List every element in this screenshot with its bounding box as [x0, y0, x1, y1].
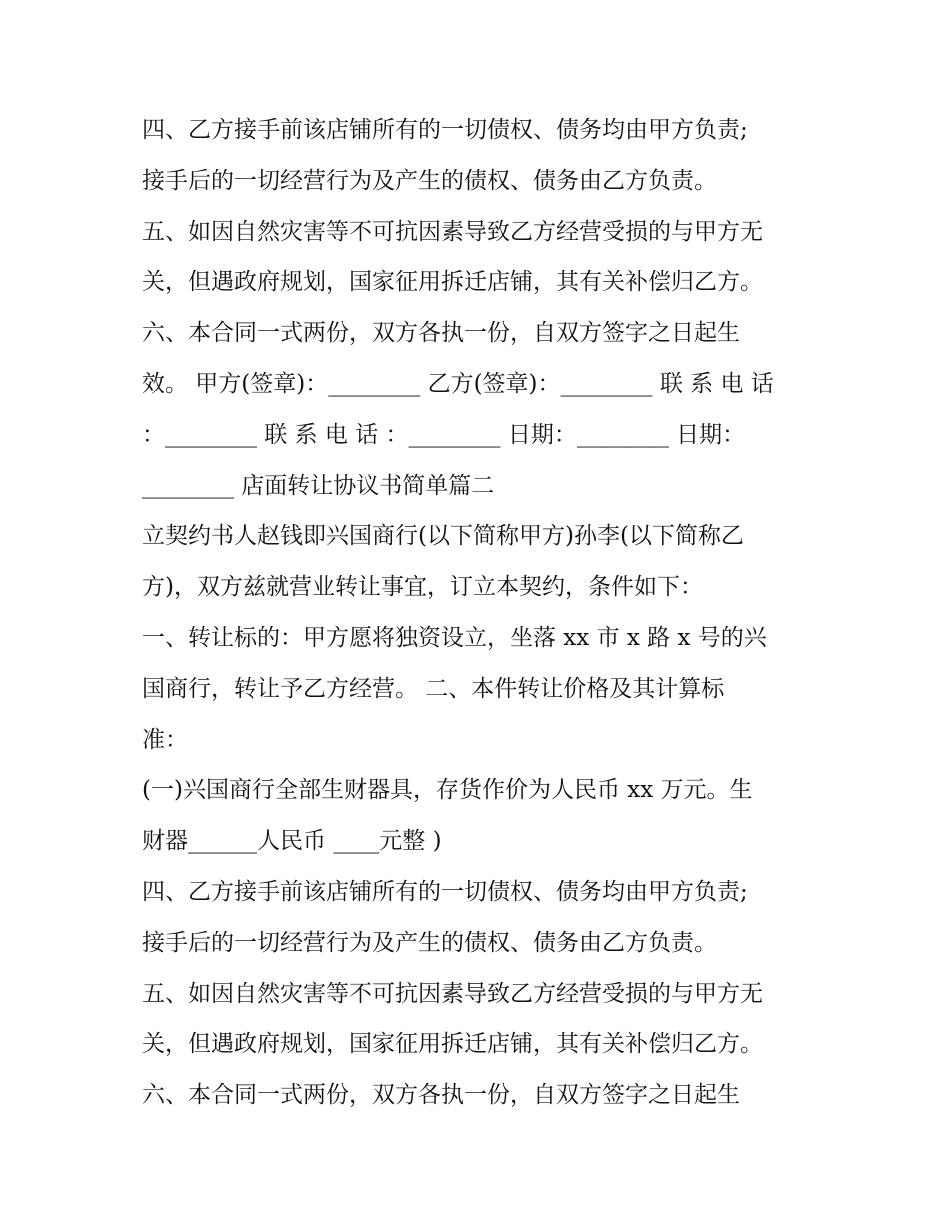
text-line: 五、如因自然灾害等不可抗因素导致乙方经营受损的与甲方无: [142, 218, 763, 245]
text-line: 四、乙方接手前该店铺所有的一切债权、债务均由甲方负责;: [142, 878, 748, 905]
text-line: ：________ 联 系 电 话 ：________ 日期：________ 日期：: [142, 421, 746, 448]
text-line: 财器______人民币 ____元整 ): [142, 828, 442, 855]
text-line: 立契约书人赵钱即兴国商行(以下简称甲方)孙李(以下简称乙: [142, 523, 744, 550]
text-line: 接手后的一切经营行为及产生的债权、债务由乙方负责。: [142, 167, 717, 194]
text-line: 四、乙方接手前该店铺所有的一切债权、债务均由甲方负责;: [142, 117, 748, 143]
text-line: 接手后的一切经营行为及产生的债权、债务由乙方负责。: [142, 929, 717, 956]
text-line: 五、如因自然灾害等不可抗因素导致乙方经营受损的与甲方无: [142, 980, 763, 1007]
text-line: 一、转让标的：甲方愿将独资设立，坐落 xx 市 x 路 x 号的兴: [142, 624, 767, 651]
text-line: 六、本合同一式两份，双方各执一份，自双方签字之日起生: [142, 1082, 740, 1109]
text-line: (一)兴国商行全部生财器具，存货作价为人民币 xx 万元。生: [142, 777, 753, 804]
text-line: 方)，双方兹就营业转让事宜，订立本契约，条件如下：: [142, 574, 703, 601]
text-line: 效。 甲方(签章)：________ 乙方(签章)：________ 联 系 电 话: [142, 370, 774, 397]
text-line: 关，但遇政府规划，国家征用拆迁店铺，其有关补偿归乙方。: [142, 269, 763, 296]
text-line: 国商行，转让予乙方经营。 二、本件转让价格及其计算标: [142, 675, 725, 702]
text-line: 六、本合同一式两份，双方各执一份，自双方签字之日起生: [142, 320, 740, 347]
section-heading-line: ________ 店面转让协议书简单篇二: [142, 472, 495, 499]
text-line: 准：: [142, 726, 188, 753]
text-line: 关，但遇政府规划，国家征用拆迁店铺，其有关补偿归乙方。: [142, 1031, 763, 1058]
document-body: [142, 105, 822, 1121]
